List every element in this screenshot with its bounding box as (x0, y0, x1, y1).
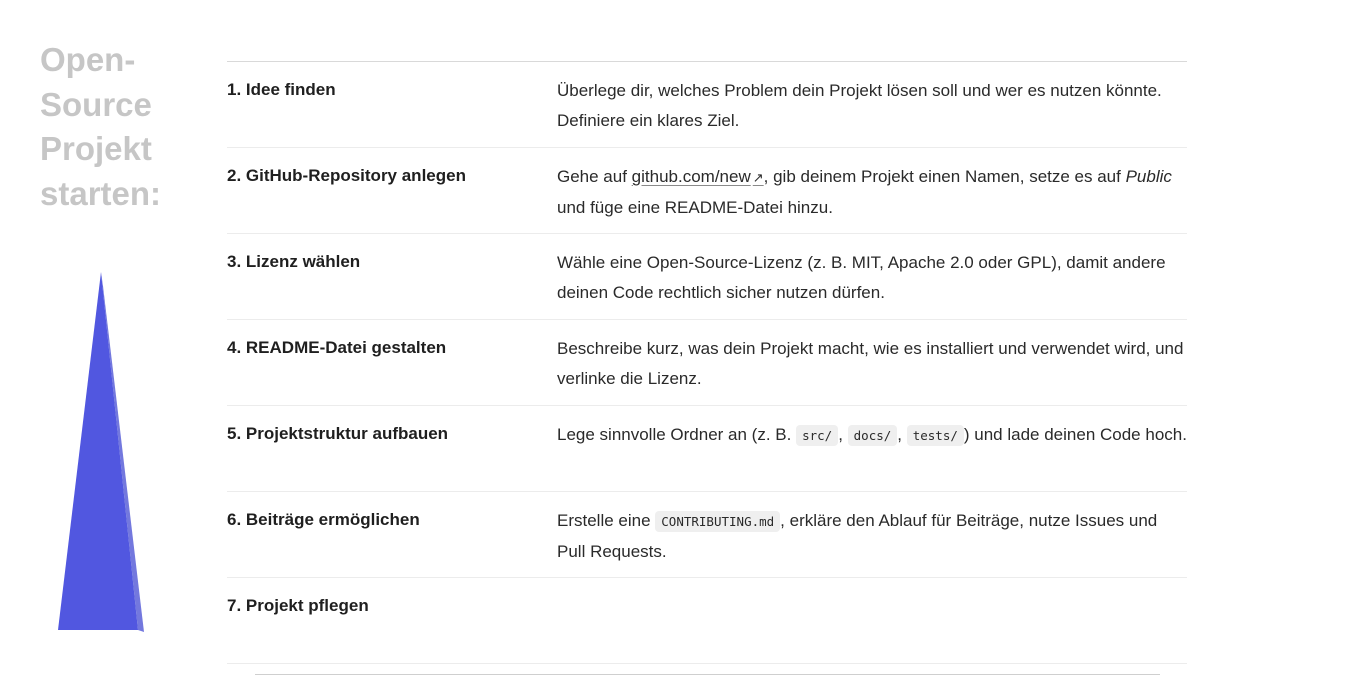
step-row (227, 492, 1187, 578)
step-description: Überlege dir, welches Problem dein Projekt lösen soll und wer es nutzen könnte. Definiere ein klares Ziel. (557, 81, 1162, 130)
step-title: 1. Idee finden (227, 80, 336, 99)
spire-graphic (58, 272, 144, 632)
step-description (557, 162, 1189, 223)
desc-text: und füge eine README-Datei hinzu. (557, 198, 833, 217)
link-text: github.com/new (631, 167, 751, 186)
desc-text: Gehe auf (557, 167, 632, 186)
step-title: 5. Projektstruktur aufbauen (227, 424, 449, 443)
step-title: 6. Beiträge ermöglichen (227, 510, 420, 529)
desc-emphasis: Public (1125, 167, 1172, 186)
external-link-icon: ↗ (752, 170, 764, 185)
step-title: 7. Projekt pflegen (227, 596, 369, 615)
step-row (227, 406, 1187, 492)
step-row (227, 148, 1187, 234)
code-src: src/ (796, 425, 838, 446)
step-description: Beschreibe kurz, was dein Projekt macht, wie es installiert und verwendet wird, und verlinke die Lizenz. (557, 339, 1184, 388)
desc-text: , erkläre den Ablauf für Beiträge, nutze Issues und Pull Requests. (557, 511, 1158, 561)
step-row (227, 62, 1187, 148)
desc-text: , gib deinem Projekt einen Namen, setze es auf (763, 167, 1126, 186)
code-tests: tests/ (907, 425, 964, 446)
github-new-link[interactable] (632, 167, 764, 186)
code-contributing: CONTRIBUTING.md (655, 511, 780, 532)
step-row (227, 234, 1187, 320)
desc-text: ) und lade deinen Code hoch. (963, 425, 1187, 444)
step-row (227, 578, 1187, 664)
step-description (557, 506, 1189, 567)
side-title: Open-Source Projekt starten: (40, 41, 162, 212)
desc-text: , (838, 425, 848, 444)
steps-list (227, 61, 1187, 664)
step-title: 3. Lizenz wählen (227, 252, 361, 271)
desc-text: Erstelle eine (557, 511, 656, 530)
desc-text: , (897, 425, 907, 444)
step-description (557, 420, 1189, 451)
code-docs: docs/ (848, 425, 898, 446)
step-title: 4. README-Datei gestalten (227, 338, 447, 357)
step-row (227, 320, 1187, 406)
step-description: Wähle eine Open-Source-Lizenz (z. B. MIT, Apache 2.0 oder GPL), damit andere deinen Code rechtlich sicher nutzen dürfen. (557, 253, 1166, 302)
desc-text: Lege sinnvolle Ordner an (z. B. (557, 425, 797, 444)
step-title: 2. GitHub-Repository anlegen (227, 166, 466, 185)
